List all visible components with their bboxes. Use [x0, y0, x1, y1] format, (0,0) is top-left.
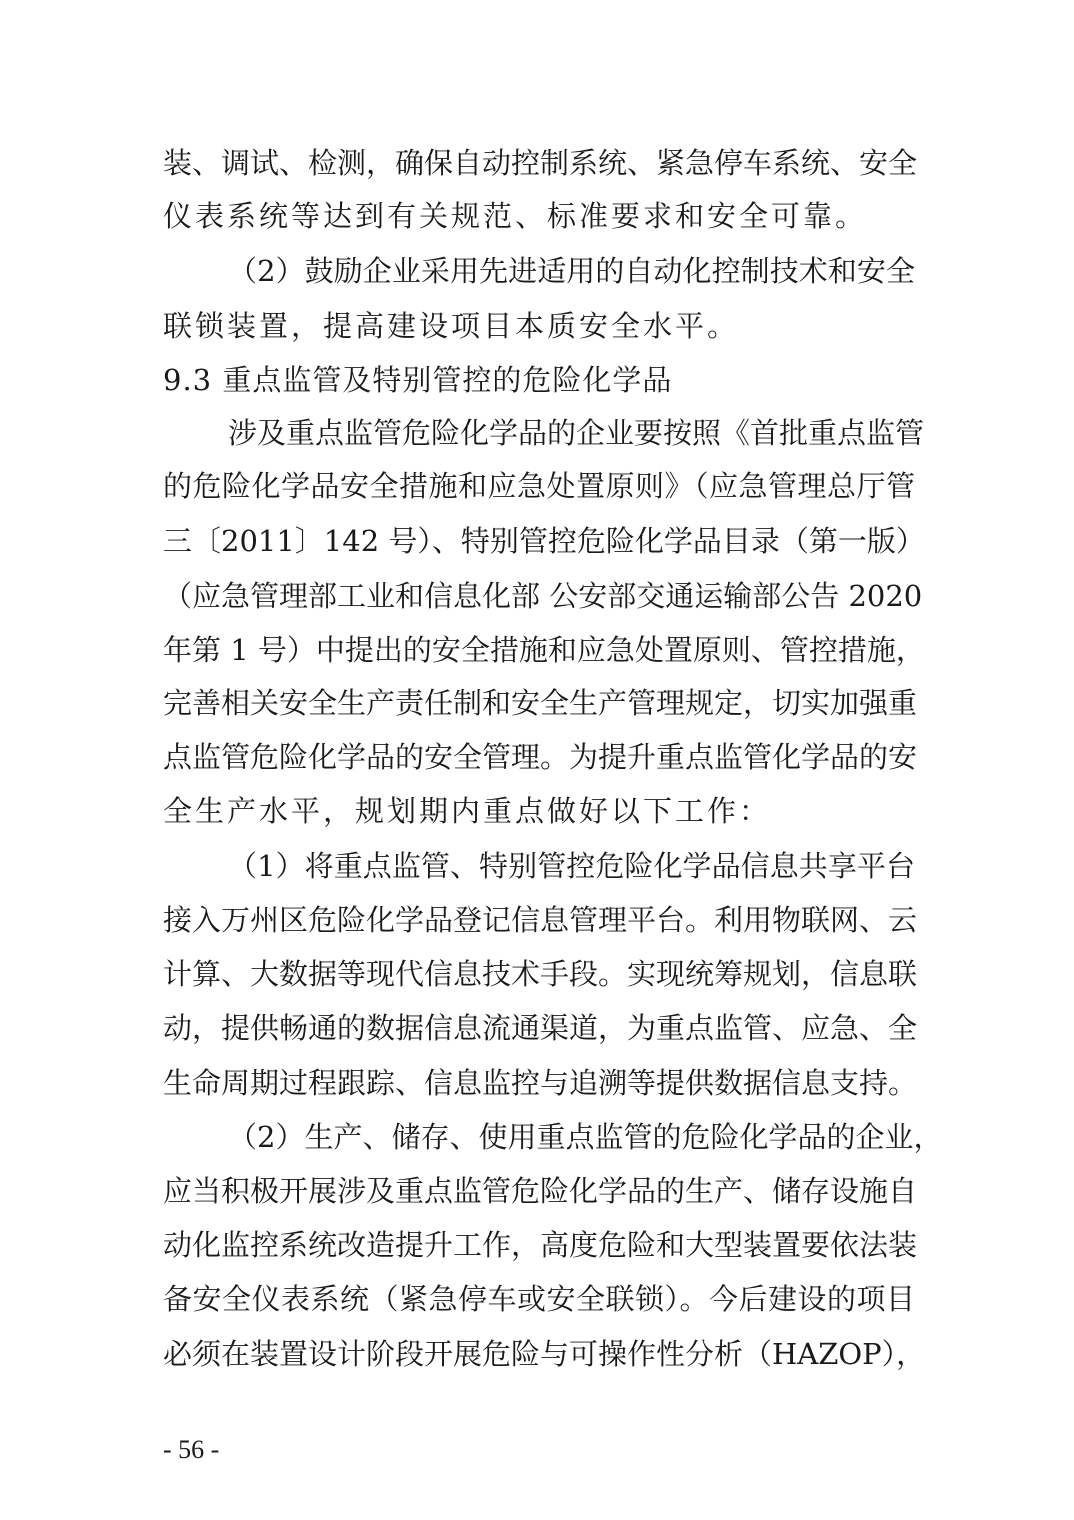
text-line-14: （1）将重点监管、特别管控危险化学品信息共享平台 — [228, 849, 915, 883]
text-line-15: 接入万州区危险化学品登记信息管理平台。利用物联网、云 — [163, 903, 918, 937]
text-line-9: （应急管理部工业和信息化部 公安部交通运输部公告 2020 — [163, 579, 923, 613]
text-line-6: 涉及重点监管危险化学品的企业要按照《首批重点监管 — [228, 416, 925, 450]
text-line-19: （2）生产、储存、使用重点监管的危险化学品的企业， — [228, 1120, 943, 1154]
text-line-3: （2）鼓励企业采用先进适用的自动化控制技术和安全 — [228, 254, 915, 288]
text-line-1: 装、调试、检测，确保自动控制系统、紧急停车系统、安全 — [163, 146, 918, 180]
text-line-22: 备安全仪表系统（紧急停车或安全联锁）。今后建设的项目 — [163, 1282, 915, 1316]
text-line-18: 生命周期过程跟踪、信息监控与追溯等提供数据信息支持。 — [163, 1066, 918, 1100]
text-line-8: 三〔2011〕142 号）、特别管控危险化学品目录（第一版） — [163, 524, 925, 558]
text-line-20: 应当积极开展涉及重点监管危险化学品的生产、储存设施自 — [163, 1174, 918, 1208]
text-line-12: 点监管危险化学品的安全管理。为提升重点监管化学品的安 — [163, 740, 918, 774]
text-line-10: 年第 1 号）中提出的安全措施和应急处置原则、管控措施， — [163, 633, 925, 667]
text-line-17: 动，提供畅通的数据信息流通渠道，为重点监管、应急、全 — [163, 1011, 918, 1045]
text-line-16: 计算、大数据等现代信息技术手段。实现统筹规划，信息联 — [163, 957, 918, 991]
text-line-2: 仪表系统等达到有关规范、标准要求和安全可靠。 — [163, 199, 868, 233]
section-heading: 9.3 重点监管及特别管控的危险化学品 — [163, 363, 673, 397]
text-line-4: 联锁装置，提高建设项目本质安全水平。 — [163, 309, 740, 343]
text-line-21: 动化监控系统改造提升工作，高度危险和大型装置要依法装 — [163, 1228, 918, 1262]
text-line-23: 必须在装置设计阶段开展危险与可操作性分析（HAZOP）， — [163, 1337, 926, 1371]
text-line-13: 全生产水平，规划期内重点做好以下工作： — [163, 794, 772, 828]
text-line-11: 完善相关安全生产责任制和安全生产管理规定，切实加强重 — [163, 686, 918, 720]
page-number: - 56 - — [163, 1435, 220, 1464]
text-line-7: 的危险化学品安全措施和应急处置原则》（应急管理总厅管 — [163, 469, 915, 503]
